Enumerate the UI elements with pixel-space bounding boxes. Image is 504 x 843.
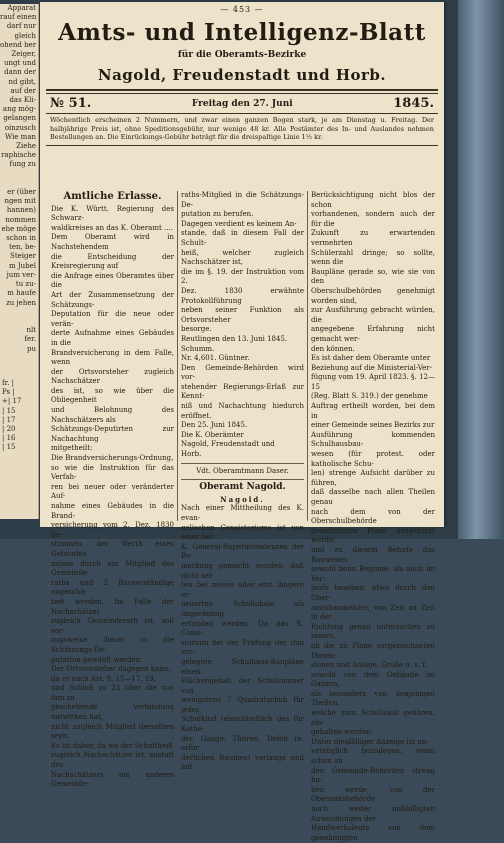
prev-page-line: m haufe bbox=[7, 289, 36, 298]
text-line: neben seiner Funktion als Ortsvorsteher bbox=[181, 306, 304, 324]
text-line: putation gewählt werden. bbox=[51, 655, 143, 664]
prev-table-row: | 20 bbox=[2, 425, 16, 434]
text-line: zugleich Gemeinderath ist, soll vor- bbox=[51, 617, 174, 635]
text-line: raths und 2 Bauverständige angeschä- bbox=[51, 578, 174, 597]
newspaper-page bbox=[40, 2, 444, 842]
text-line: so wie die Instruktion für das Verfah- bbox=[51, 463, 174, 482]
section-subheading: Nagold. bbox=[220, 494, 265, 504]
text-line: die Entscheidung der Kreisregierung auf bbox=[51, 252, 174, 271]
prev-page-line: m Jubel bbox=[8, 261, 36, 270]
text-line: raths-Mitglied in die Schätzungs-De- bbox=[181, 191, 304, 209]
text-line: da er nach Art. 8, 15—17, 19, bbox=[51, 674, 156, 683]
text-line: Handwerksleute von dem genehmigten bbox=[311, 824, 435, 842]
issue-date: Freitag den 27. Juni bbox=[191, 98, 293, 109]
prev-page-line bbox=[0, 179, 38, 188]
issue-number: № 51. bbox=[50, 96, 92, 111]
section-heading: Oberamt Nagold. bbox=[199, 482, 286, 493]
text-line: Schulkind (einschließlich des für Kathe- bbox=[181, 715, 304, 734]
dateline bbox=[50, 96, 434, 111]
text-line: derte Aufnahme eines Gebäudes in die bbox=[51, 329, 174, 347]
prev-page-line: rauf einen bbox=[0, 13, 37, 22]
prev-page-line: gelangen bbox=[3, 114, 36, 123]
prev-table-row: Ps | bbox=[2, 388, 15, 397]
vdt-line: Vdt. Oberamtmann Daser. bbox=[196, 466, 289, 475]
text-line: Die Brandversicherungs-Ordnung, bbox=[51, 454, 174, 463]
prev-page-line: pu bbox=[27, 344, 36, 353]
text-line: Die K. Württ. Regierung des Schwarz- bbox=[51, 204, 174, 223]
text-line: einer Gemeinde seines Bezirks zur bbox=[311, 421, 435, 430]
text-line: Baupläne gerade so, wie sie von den bbox=[311, 267, 435, 286]
text-line: waldkreises an das K. Oberamt .... bbox=[51, 223, 173, 232]
text-line: gelischen Consistoriums ist von einer bei bbox=[181, 523, 304, 542]
text-columns bbox=[48, 191, 438, 842]
prev-page-line: auf der bbox=[10, 86, 36, 95]
text-line: putation zu berufen. bbox=[181, 210, 254, 219]
text-line: gehalten werden. bbox=[311, 728, 374, 737]
text-line: zugsweise dieser in die Schätzungs-De- bbox=[51, 636, 174, 654]
prev-page-line: ehe möge bbox=[1, 224, 36, 233]
text-line: als besonders von denjenigen Theilen, bbox=[311, 689, 435, 708]
prev-page-line: fer. bbox=[24, 335, 36, 344]
masthead-title: Amts- und Intelligenz-Blatt bbox=[58, 19, 426, 46]
text-line: Dez. 1830 erwähnte Protokollführung bbox=[181, 286, 304, 305]
issue-year: 1845. bbox=[393, 96, 434, 111]
text-line: Brandversicherung in dem Falle, wenn bbox=[51, 348, 174, 367]
prev-page-line: Wie man bbox=[5, 132, 36, 141]
prev-page-line: fung zu bbox=[9, 160, 36, 169]
text-line: nach dem von der Oberschulbehörde bbox=[311, 507, 435, 526]
text-line: die im §. 19. der Instruktion vom 2. bbox=[181, 267, 304, 286]
text-line: (Reg. Blatt S. 319.) der genehme bbox=[311, 392, 428, 401]
text-line: besorge. bbox=[181, 325, 212, 334]
column-3-text bbox=[311, 191, 435, 843]
text-line: storium bei der Prüfung der ihm vor- bbox=[181, 638, 304, 657]
prev-page-line: dann der bbox=[4, 68, 36, 77]
text-line: mitgetheilt: bbox=[51, 444, 93, 453]
prev-page-line: Steiger bbox=[10, 252, 36, 261]
prev-page-line: ang mög- bbox=[2, 105, 36, 114]
text-line: stande, daß in diesem Fall der Schult- bbox=[181, 229, 304, 247]
prev-page-line: gleich bbox=[14, 31, 36, 40]
subscription-notice: Wöchentlich erscheinen 2 Nummern, und zwar einen ganzen Bogen stark, je am Dienstag u. Freitag. Der halbjährige Preis ist, ohne Speditionsgebühr, nur wenige 48 kr. Alle Postämter des In- und Auslandes nehmen Bestellungen an. Die Einrückungs-Gebühr beträgt für die dreispaltige Linie 1½ kr. bbox=[50, 116, 434, 141]
text-line: die Anfrage eines Oberamtes über die bbox=[51, 271, 174, 290]
column-2 bbox=[178, 191, 308, 772]
text-line: Richtung genau untersuchen zu lassen, bbox=[311, 622, 435, 641]
text-line: der, Gänge, Thüren, Defen re. erfor- bbox=[181, 734, 304, 753]
text-line: Nagold, Freudenstadt und bbox=[181, 440, 275, 449]
text-line: merkung gemacht worden, daß nicht sel- bbox=[181, 561, 304, 580]
prev-page-line: Ziehe bbox=[16, 142, 36, 151]
text-line: genehmigten Plane ausgeführt werde, bbox=[311, 526, 435, 545]
prev-table-row: | 17 bbox=[2, 415, 16, 424]
column-2-text-bottom bbox=[181, 504, 304, 773]
prev-page-line: zu jehen bbox=[6, 298, 36, 307]
prev-page-line bbox=[0, 170, 38, 179]
text-line: der Ortsvorsteher zugleich Nachschätzer bbox=[51, 367, 174, 386]
text-line: den können. bbox=[311, 344, 355, 353]
text-line: sowohl von dem Gebäude im Ganzen, bbox=[311, 670, 435, 689]
masthead-subtitle: für die Oberamts-Bezirke bbox=[177, 50, 307, 60]
text-line: ren bei neuer oder veränderter Auf- bbox=[51, 482, 174, 501]
text-line: Zukunft zu erwartenden vermehrten bbox=[311, 229, 435, 247]
text-line: und Belohnung des Nachschätzers als bbox=[51, 406, 174, 424]
text-line: den Gemeinde-Behörden streng ha- bbox=[311, 766, 435, 785]
masthead-towns: Nagold, Freudenstadt und Horb. bbox=[97, 66, 387, 84]
section-title: Amtliche Erlasse. bbox=[63, 191, 162, 202]
text-line: nahme eines Gebäudes in die Brand- bbox=[51, 502, 174, 520]
prev-page-line: oinzusch bbox=[4, 123, 36, 132]
prev-page-line: raphische bbox=[1, 151, 36, 160]
text-line: welche zum Schullokal gehören, ein- bbox=[311, 709, 435, 727]
prev-table-row: fr. | bbox=[2, 379, 14, 387]
text-line: Ausführung kommenden Schulhausbau- bbox=[311, 430, 435, 449]
prev-table-row: | 15 bbox=[2, 406, 16, 415]
column-separator bbox=[181, 463, 304, 464]
text-line: Den 25. Juni 1845. bbox=[181, 421, 248, 430]
text-line: Dagegen verdient es keinem An- bbox=[181, 219, 297, 228]
text-line: Horb. bbox=[181, 450, 202, 459]
prev-page-line: ngen mit bbox=[4, 197, 36, 206]
text-line: sowohl beim Beginne, als auch im Ver- bbox=[311, 565, 435, 583]
prev-page-line: ungt und bbox=[3, 59, 36, 68]
text-line: Nachschätzers ein anderes Gemeinde- bbox=[51, 770, 174, 789]
prev-page-line: er (über bbox=[7, 188, 36, 197]
prev-table-row: | 16 bbox=[2, 434, 16, 443]
text-line: gelegten Schulhaus-Baupläne einen bbox=[181, 657, 304, 676]
text-line: angegebene Erfahrung nicht gemacht wer- bbox=[311, 325, 435, 343]
text-line: und zu diesem Behufe das Bauwesen bbox=[311, 545, 435, 564]
text-line: Deputation für die neue oder verän- bbox=[51, 310, 174, 328]
header-rule bbox=[46, 89, 438, 94]
prev-table-row: | 15 bbox=[2, 443, 16, 452]
text-line: wesen (für protest. oder katholische Schu- bbox=[311, 450, 435, 468]
text-line: versicherung vom 2. Dez. 1830 be- bbox=[51, 521, 174, 539]
text-line: Schätzungs-Deputirten zur Nachachtung bbox=[51, 425, 174, 443]
prev-page-line: tu zu- bbox=[15, 280, 36, 289]
text-line: Der Ortsvorsteher dagegen kann, bbox=[51, 665, 171, 674]
dateline-rule bbox=[46, 113, 438, 114]
column-separator bbox=[181, 479, 304, 480]
prev-page-line: Apparat bbox=[7, 4, 36, 12]
prev-page-line: jum ver- bbox=[6, 270, 36, 279]
prev-page-line bbox=[0, 308, 38, 317]
text-line: ben werde, von der Oberamtsbehörde bbox=[311, 785, 435, 804]
text-line: Art der Zusammensetzung der Schätzungs- bbox=[51, 290, 174, 309]
prev-page-line: das Kli- bbox=[9, 96, 36, 105]
text-line: wenigstens 7 Quadratschuh für jedes bbox=[181, 696, 304, 714]
prev-page-line: ten, be- bbox=[9, 243, 36, 252]
text-line: niß und Nachachtung hiedurch eröffnet. bbox=[181, 402, 304, 420]
column-3 bbox=[308, 191, 438, 842]
page-number: — 453 — bbox=[220, 5, 264, 14]
text-line: heiß, welcher zugleich Nachschätzer ist, bbox=[181, 248, 304, 267]
text-line: laufe besehen, etwa durch den Ober- bbox=[311, 584, 435, 602]
text-line: Schumm. bbox=[181, 344, 215, 353]
text-line: Schülerzahl dringe; so sollte, wenn die bbox=[311, 248, 435, 267]
text-line: Den Gemeinde-Behörden wird vor- bbox=[181, 363, 304, 382]
text-line: amtsbaumeister, von Zeit zu Zeit in der bbox=[311, 603, 435, 622]
text-line: zur Ausführung gebracht würden, die bbox=[311, 306, 435, 324]
text-line: müsse durch ein Mitglied des Gemeinde- bbox=[51, 559, 174, 578]
text-line: ten bei neuen oder erst längere er- bbox=[181, 581, 304, 599]
prev-page-line: Zeiger, bbox=[11, 50, 36, 59]
text-line: Oberschulbehörden genehmigt worden sind, bbox=[311, 286, 435, 305]
prev-page-line: nd gibt, bbox=[8, 77, 36, 86]
text-line: sionen und Anlage, Größe u. s. f. bbox=[311, 661, 427, 670]
prev-page-line: schon in bbox=[6, 234, 36, 243]
prev-table-row: +| 17 bbox=[2, 397, 22, 406]
text-line: des ist, so wie über die Obliegenheit bbox=[51, 386, 174, 405]
text-line: nicht zugleich Mitglied derselben seyn. bbox=[51, 722, 174, 741]
text-line: Dem Oberamt wird in Nachstehendem bbox=[51, 233, 174, 251]
text-line: erfunden werden. Da das K. Consi- bbox=[181, 619, 304, 638]
prev-page-line: darf nur bbox=[6, 22, 36, 31]
text-line: vorhandenen, sondern auch der für die bbox=[311, 210, 435, 228]
column-1-text bbox=[51, 205, 174, 790]
notice-rule bbox=[46, 145, 438, 146]
text-line: Flächengehalt der Schulzimmer von bbox=[181, 677, 304, 695]
text-line: Auftrag ertheilt worden, bei dem in bbox=[311, 402, 435, 420]
text-line: verzüglich beizulegen, wenn schon an bbox=[311, 747, 435, 766]
text-line: ob die im Plane vorgezeichneten Dimen- bbox=[311, 641, 435, 660]
text-line: Unter diesfälliger Anzeige ist un- bbox=[311, 737, 429, 746]
prev-page-line bbox=[0, 317, 38, 326]
text-line: tzet werden. Im Falle der Nachschätzer bbox=[51, 597, 174, 616]
text-line: stehender Regierungs-Erlaß zur Kennt- bbox=[181, 382, 304, 401]
text-line: Beziehung auf die Ministerial-Ver- bbox=[311, 363, 432, 372]
text-line: Nr. 4,601. Güntner. bbox=[181, 354, 250, 363]
text-line: fügung vom 19. April 1823. §. 12—15 bbox=[311, 373, 435, 391]
text-line: len) strenge Aufsicht darüber zu führen, bbox=[311, 469, 435, 487]
text-line: Reutlingen den 13. Juni 1845. bbox=[181, 334, 288, 343]
book-binding bbox=[458, 0, 504, 539]
previous-page-edge bbox=[0, 4, 39, 519]
column-1 bbox=[48, 191, 178, 789]
text-line: neuerten Schullokale als ungeräumig bbox=[181, 600, 304, 618]
prev-page-line: ohend ber bbox=[0, 40, 37, 49]
text-line: Es ist daher dem Oberamte unter bbox=[311, 354, 431, 363]
prev-page-line: nlt bbox=[26, 326, 36, 335]
prev-page-line: nommen bbox=[5, 215, 36, 224]
text-line: Die K. Oberämter bbox=[181, 430, 244, 439]
text-line: daß dasselbe nach allen Theilen genau bbox=[311, 488, 435, 506]
text-line: Es ist daher, da wo der Schultheiß bbox=[51, 741, 173, 750]
text-line: K. General-Superintendenzen der Be- bbox=[181, 542, 304, 561]
text-line: derlichen Raumes) verlange und auf bbox=[181, 753, 304, 772]
text-line: Nach einer Mittheilung des K. evan- bbox=[181, 504, 304, 522]
text-line: zugleich Nachschätzer ist, anstatt des bbox=[51, 751, 174, 770]
prev-page-table bbox=[0, 379, 38, 453]
text-line: noch weiter mißbilligten Anwendungen der bbox=[311, 805, 435, 823]
prev-page-line: hannen) bbox=[6, 206, 36, 215]
text-line: stimmen, der Werth eines Gebäudes bbox=[51, 540, 174, 558]
text-line: und Schluß zu 23 über die von ihm zu bbox=[51, 684, 174, 702]
text-line: Berücksichtigung nicht blos der schon bbox=[311, 191, 435, 209]
column-2-text-top bbox=[181, 191, 304, 460]
text-line: geschehende Verbindung mitwirken hat, bbox=[51, 703, 174, 722]
